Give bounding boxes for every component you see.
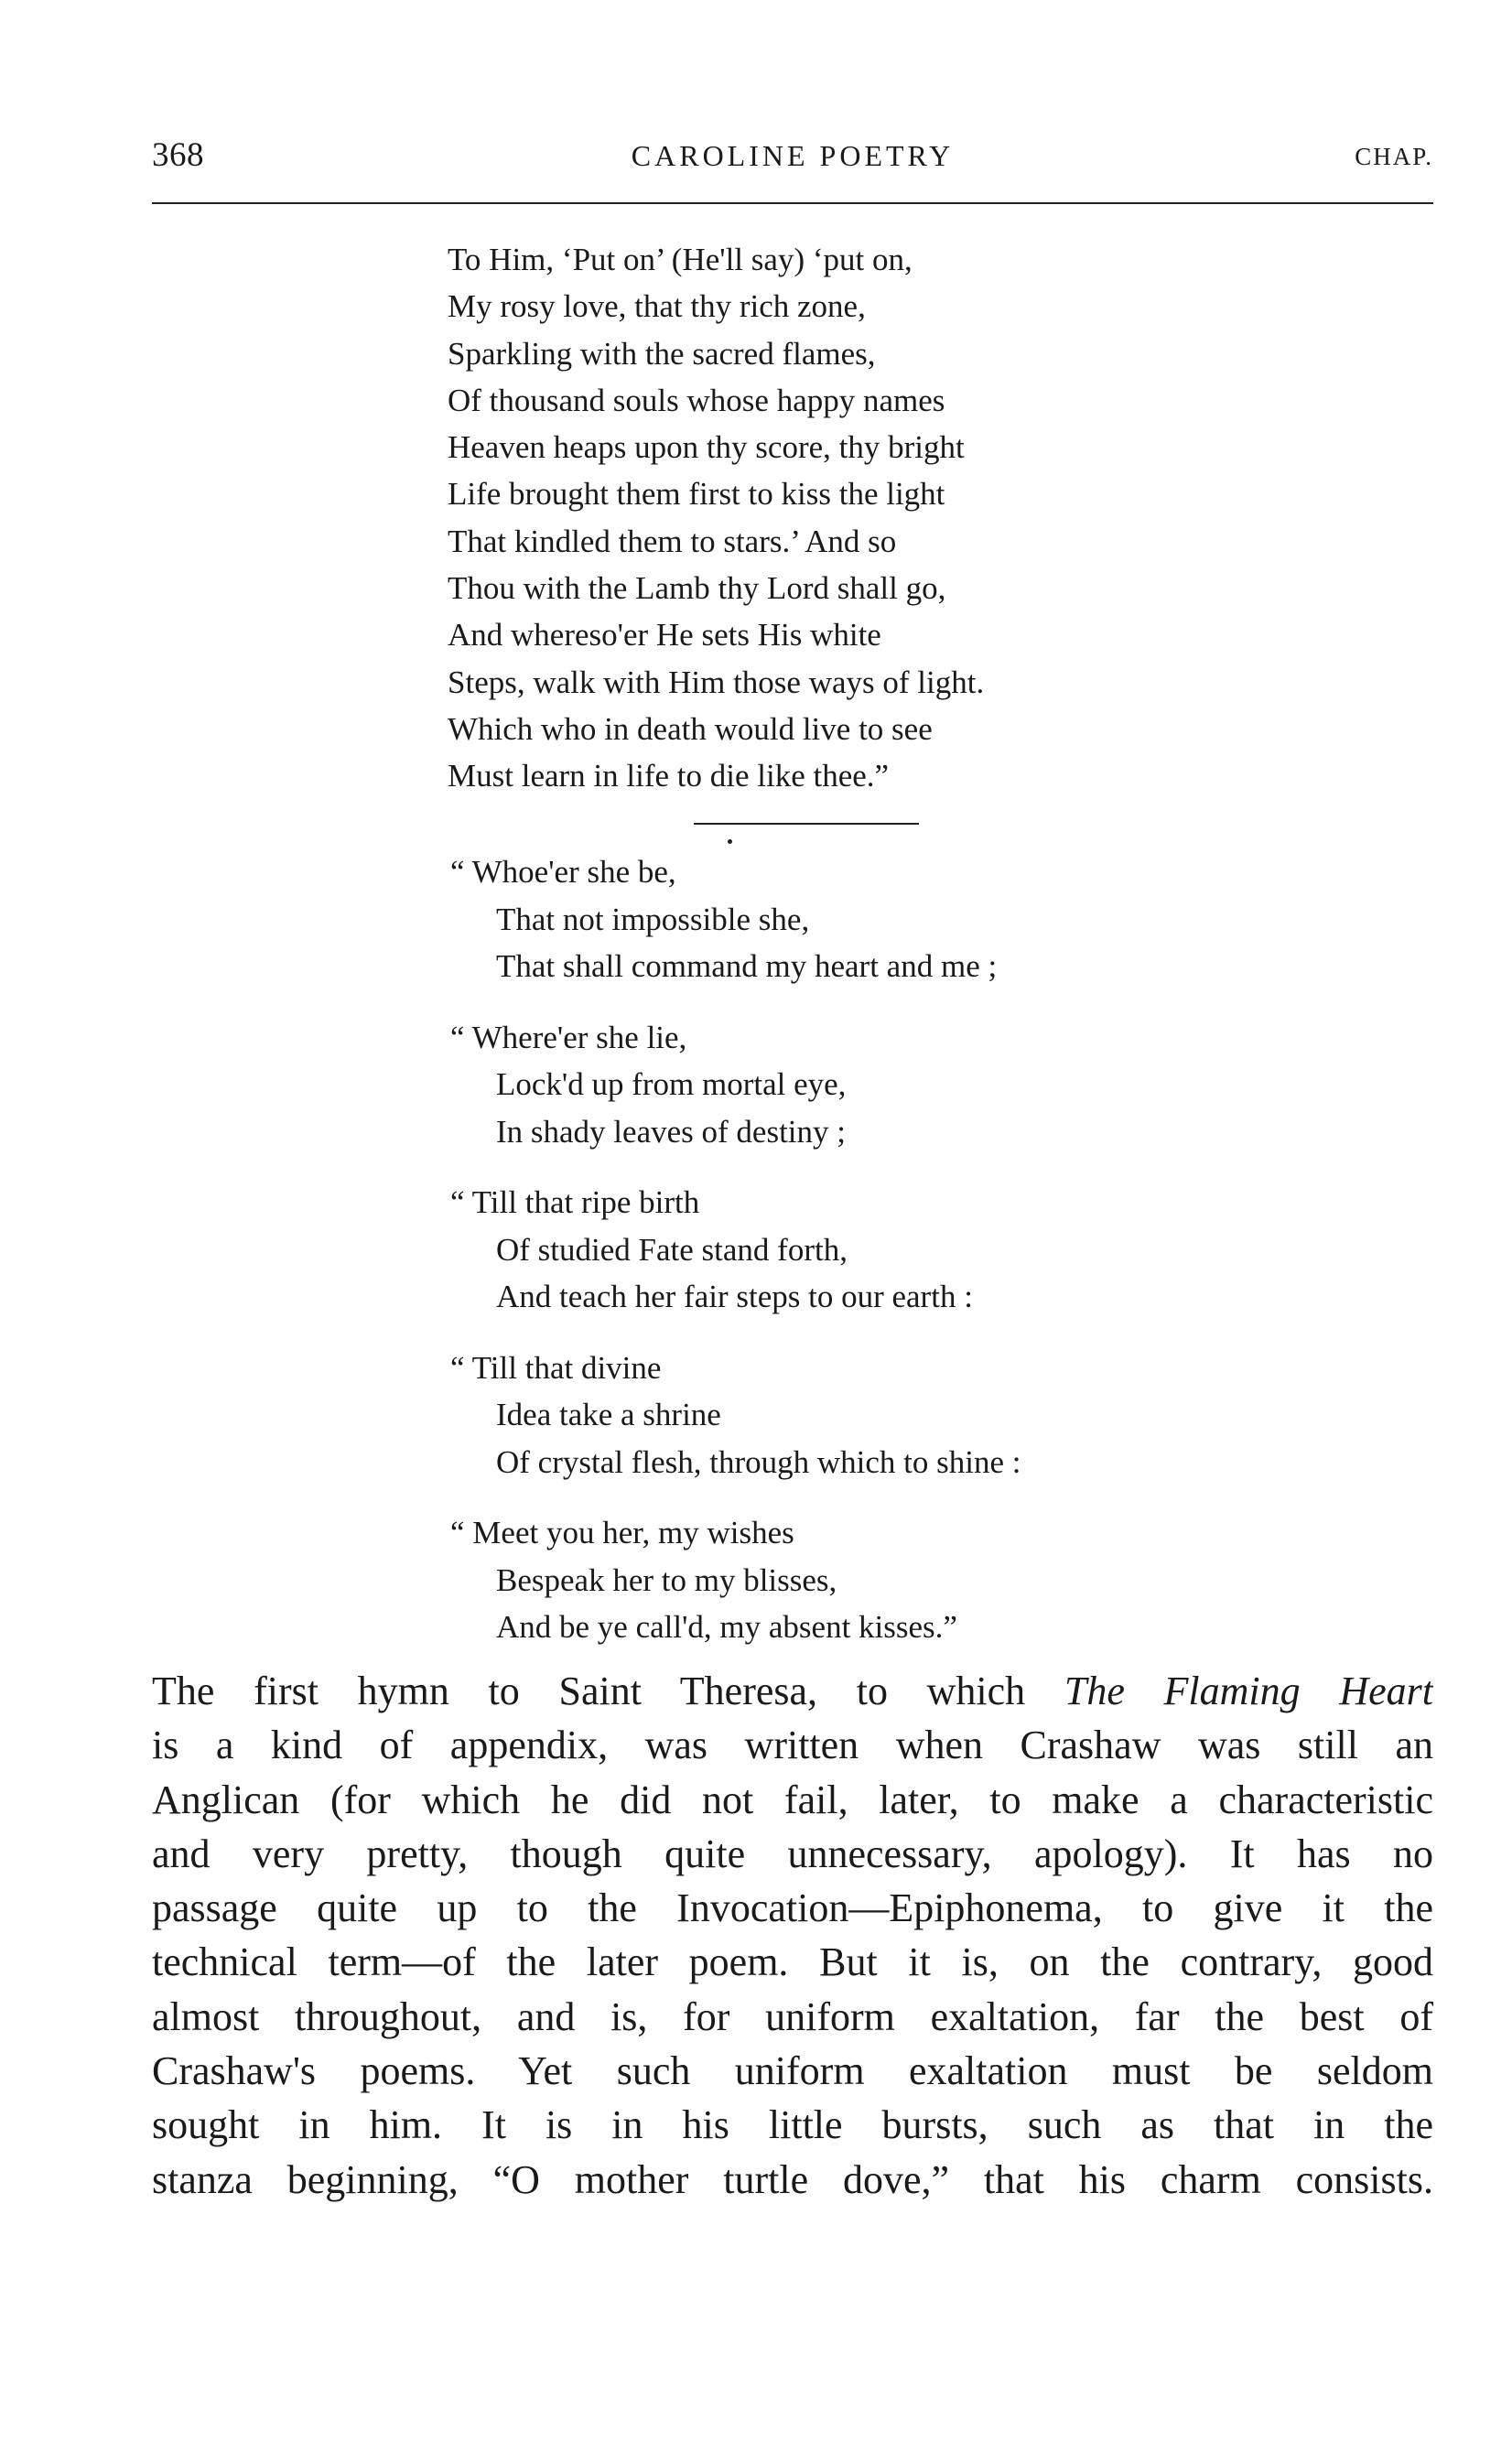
page-number: 368: [152, 136, 204, 174]
verse-block: [448, 236, 1363, 800]
verse-line: Life brought them first to kiss the light: [448, 476, 945, 513]
running-head: [152, 135, 1433, 181]
verse-line: Of thousand souls whose happy names: [448, 382, 945, 418]
prose-line: stanza beginning, “O mother turtle dove,” that his charm consists.: [152, 2156, 1433, 2202]
stanza-line: And be ye call'd, my absent kisses.”: [496, 1609, 957, 1645]
verse-line: That kindled them to stars.’ And so: [448, 523, 897, 559]
stanza: [450, 1509, 1366, 1651]
stanza-line: “ Whoe'er she be,: [450, 854, 676, 890]
stanza-line: Bespeak her to my blisses,: [496, 1561, 837, 1598]
prose-line: sought in him. It is in his little bursts, such as that in the: [152, 2102, 1433, 2148]
prose-line: technical term—of the later poem. But it is, on the contrary, good: [152, 1939, 1433, 1985]
stanza-line: “ Meet you her, my wishes: [450, 1515, 794, 1550]
stanza-line: Of crystal flesh, through which to shine :: [496, 1443, 1021, 1480]
verse-line: Steps, walk with Him those ways of light.: [448, 664, 985, 700]
stanza-block: [450, 848, 1366, 1675]
prose-line: Anglican (for which he did not fail, later, to make a characteristic: [152, 1777, 1433, 1822]
verse-line: My rosy love, that thy rich zone,: [448, 288, 866, 325]
prose-line: Crashaw's poems. Yet such uniform exaltation must be seldom: [152, 2048, 1433, 2094]
stanza: [450, 1014, 1366, 1156]
stanza-line: Idea take a shrine: [496, 1397, 721, 1432]
stanza: [450, 848, 1366, 990]
running-title: CAROLINE POETRY: [631, 139, 955, 172]
stanza-line: “ Where'er she lie,: [450, 1019, 687, 1055]
verse-line: Heaven heaps upon thy score, thy bright: [448, 429, 965, 466]
section-divider: [694, 823, 919, 825]
stanza-line: “ Till that divine: [450, 1349, 662, 1386]
divider-dot: [728, 839, 732, 844]
stanza-line: Lock'd up from mortal eye,: [496, 1066, 847, 1102]
prose-line: almost throughout, and is, for uniform exaltation, far the best of: [152, 1993, 1433, 2039]
stanza: [450, 1345, 1366, 1486]
verse-line: Sparkling with the sacred flames,: [448, 335, 876, 372]
work-title: The Flaming Heart: [1064, 1669, 1433, 1713]
chapter-label: CHAP.: [1355, 143, 1433, 170]
stanza: [450, 1179, 1366, 1321]
prose-line: and very pretty, though quite unnecessary, apology). It has no: [152, 1831, 1433, 1876]
verse-line: Must learn in life to die like thee.”: [448, 758, 890, 794]
prose-line: is a kind of appendix, was written when Crashaw was still an: [152, 1723, 1433, 1768]
stanza-line: “ Till that ripe birth: [450, 1184, 700, 1220]
stanza-line: Of studied Fate stand forth,: [496, 1231, 848, 1268]
stanza-line: That shall command my heart and me ;: [496, 948, 998, 984]
prose-text: The first hymn to Saint Theresa, to which: [152, 1669, 1026, 1713]
stanza-line: That not impossible she,: [496, 901, 810, 937]
verse-line: Which who in death would live to see: [448, 710, 933, 747]
verse-line: To Him, ‘Put on’ (He'll say) ‘put on,: [448, 242, 913, 277]
prose-line: passage quite up to the Invocation—Epiphonema, to give it the: [152, 1885, 1433, 1931]
stanza-line: In shady leaves of destiny ;: [496, 1113, 846, 1150]
prose-line: [152, 1664, 1433, 1718]
prose-paragraph: [152, 1664, 1433, 2207]
verse-line: Thou with the Lamb thy Lord shall go,: [448, 570, 946, 607]
stanza-line: And teach her fair steps to our earth :: [496, 1279, 973, 1314]
header-rule: [152, 202, 1433, 204]
verse-line: And whereso'er He sets His white: [448, 617, 881, 654]
